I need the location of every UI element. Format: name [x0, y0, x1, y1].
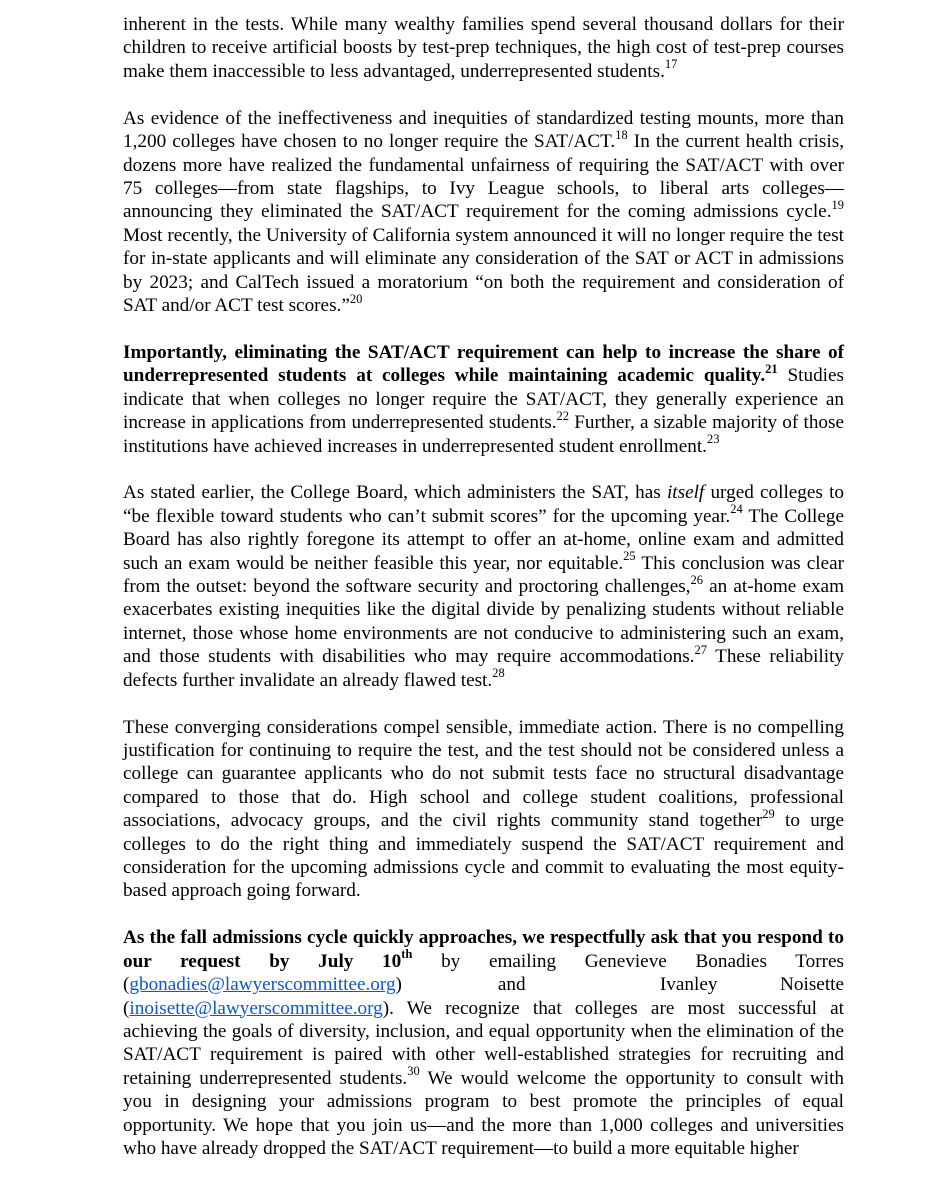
bold-claim: Importantly, eliminating the SAT/ACT requirement can help to increase the share of underrepresented students at colleges while maintaining academic quality.	[123, 341, 844, 387]
footnote-ref-19: 19	[831, 197, 844, 212]
paragraph-text: This conclusion was clear from the outset: beyond the software security and proctoring challenges,	[123, 552, 844, 598]
paragraph-text: In the current health crisis, dozens more have realized the fundamental unfairness of requiring the SAT/ACT with over 75 colleges—from state flagships, to Ivy League schools, to liberal arts colleges—announcing they eliminated the SAT/ACT requirement for the coming admissions cycle.	[123, 131, 844, 223]
footnote-ref-21: 21	[765, 361, 778, 376]
paragraph-text: ). We recognize that colleges are most successful at achieving the goals of diversity, inclusion, and equal opportunity when the elimination of the SAT/ACT requirement is paired with other well-established strategies for recruiting and retaining underrepresented students.	[123, 997, 844, 1089]
email-link-gbonadies[interactable]: gbonadies@lawyerscommittee.org	[129, 974, 396, 996]
footnote-ref-27: 27	[694, 642, 707, 657]
email-link-inoisette[interactable]: inoisette@lawyerscommittee.org	[129, 997, 383, 1019]
date-ordinal-suffix: th	[401, 947, 413, 962]
paragraph-text: (	[123, 974, 130, 996]
paragraph-text: by emailing Genevieve Bonadies Torres	[412, 950, 844, 972]
paragraph-text: Most recently, the University of California system announced it will no longer require the test for in-state applicants and will eliminate any consideration of the SAT or ACT in admissions by 2023; and CalTech issued a moratorium “on both the requirement and consideration of SAT and/or ACT test scores.”	[123, 224, 844, 316]
paragraph-text: Studies indicate that when colleges no longer require the SAT/ACT, they generally experience an increase in applications from underrepresented students.	[123, 365, 844, 434]
footnote-ref-26: 26	[690, 572, 703, 587]
paragraph-text: and	[497, 974, 526, 996]
paragraph-text: (	[123, 997, 130, 1019]
paragraph-text: As evidence of the ineffectiveness and inequities of standardized testing mounts, more than 1,200 colleges have chosen to no longer require the SAT/ACT.	[123, 107, 844, 153]
footnote-ref-25: 25	[623, 549, 636, 564]
paragraph-text: to urge colleges to do the right thing and immediately suspend the SAT/ACT requirement and consideration for the upcoming admissions cycle and commit to evaluating the most equity-based approach going forward.	[123, 810, 845, 902]
footnote-ref-29: 29	[762, 806, 775, 821]
footnote-ref-22: 22	[556, 408, 570, 423]
paragraph-test-prep-costs	[123, 13, 844, 83]
paragraph-text: inherent in the tests. While many wealthy families spend several thousand dollars for their children to receive artificial boosts by test-prep techniques, the high cost of test-prep courses make them inaccessible to less advantaged, underrepresented students.	[123, 14, 844, 82]
paragraph-college-board	[123, 481, 844, 692]
paragraph-call-to-action	[123, 716, 844, 903]
paragraph-text: As stated earlier, the College Board, which administers the SAT, has	[123, 482, 667, 504]
bold-request: As the fall admissions cycle quickly approaches, we respectfully ask that you respond to our request by July 10	[123, 927, 844, 972]
footnote-ref-23: 23	[706, 432, 720, 447]
paragraph-text: Ivanley Noisette	[659, 974, 844, 996]
paragraph-text: urged colleges to “be flexible toward students who can’t submit scores” for the upcoming year.	[123, 482, 844, 527]
paragraph-test-optional-colleges	[123, 107, 844, 318]
footnote-ref-24: 24	[730, 502, 743, 517]
footnote-ref-18: 18	[615, 127, 628, 142]
footnote-ref-20: 20	[349, 291, 363, 306]
paragraph-request-response	[123, 926, 844, 1160]
paragraph-text: an at-home exam exacerbates existing inequities like the digital divide by penalizing students without reliable internet, those whose home environments are not conducive to administering such an exam, and those students with disabilities who may require accommodations.	[123, 576, 844, 668]
footnote-ref-30: 30	[407, 1064, 420, 1079]
italic-emphasis: itself	[666, 482, 705, 504]
paragraph-text: These converging considerations compel sensible, immediate action. There is no compelling justification for continuing to require the test, and the test should not be considered unless a college can guarantee applicants who do not submit tests face no structural disadvantage compared to those that do. High school and college student coalitions, professional associations, advocacy groups, and the civil rights community stand together	[123, 716, 844, 832]
paragraph-text: The College Board has also rightly foregone its attempt to offer an at-home, online exam and admitted such an exam would be neither feasible this year, nor equitable.	[123, 505, 844, 574]
paragraph-underrepresented-students	[123, 341, 844, 458]
footnote-ref-28: 28	[492, 666, 505, 681]
paragraph-text: )	[395, 974, 402, 996]
paragraph-text: We would welcome the opportunity to consult with you in designing your admissions program to best promote the principles of equal opportunity. We hope that you join us—and the more than 1,000 colleges and universities who have already dropped the SAT/ACT requirement—to build a more equitable higher	[123, 1067, 844, 1159]
paragraph-text: Further, a sizable majority of those institutions have achieved increases in underrepresented student enrollment.	[123, 412, 844, 457]
footnote-ref-17: 17	[664, 57, 678, 72]
paragraph-text: These reliability defects further invalidate an already flawed test.	[123, 646, 845, 691]
